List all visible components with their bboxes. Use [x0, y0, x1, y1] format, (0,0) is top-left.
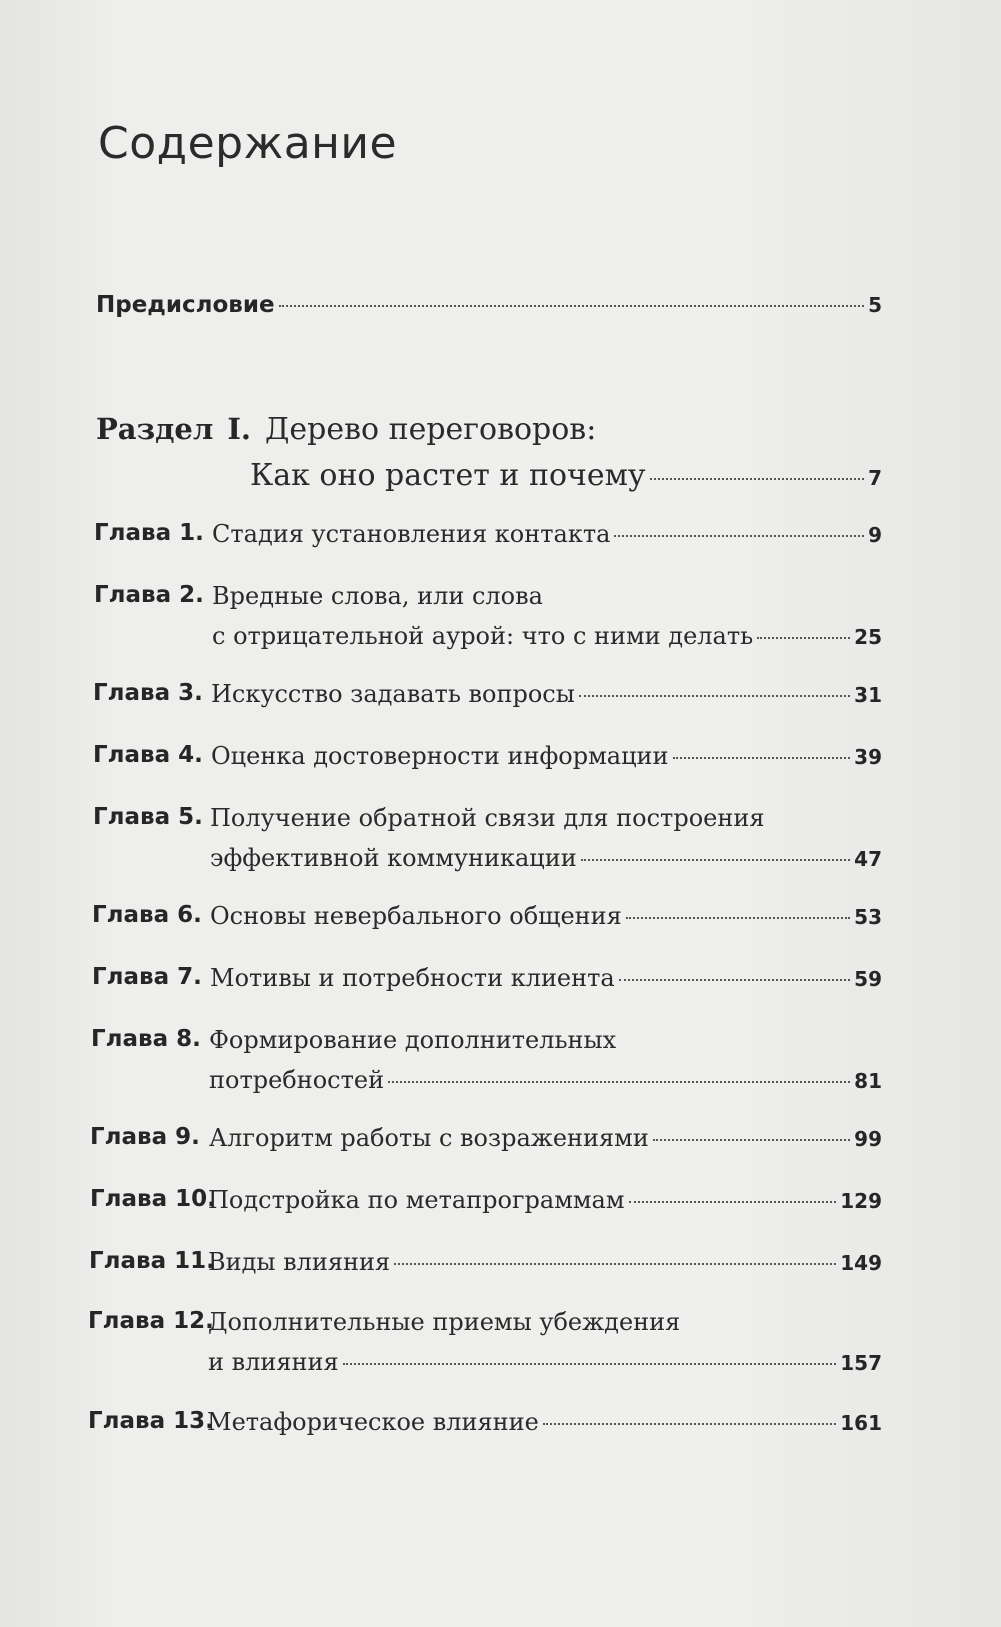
chapter-title-line: Виды влияния	[208, 1248, 391, 1276]
page-number: 9	[868, 523, 882, 547]
page-title: Содержание	[98, 118, 398, 169]
dot-leader	[343, 1363, 837, 1365]
dot-leader	[673, 757, 851, 759]
dot-leader	[279, 305, 865, 307]
chapter-title-line: Мотивы и потребности клиента	[210, 964, 615, 992]
page-number: 99	[854, 1127, 882, 1151]
chapter-title-line: Подстройка по метапрограммам	[208, 1186, 625, 1214]
chapter-title-line: Формирование дополнительных	[209, 1026, 617, 1054]
dot-leader	[581, 859, 850, 861]
preface-label: Предисловие	[96, 292, 275, 318]
dot-leader	[650, 478, 864, 480]
chapter-title-line: с отрицательной аурой: что с ними делать	[212, 622, 754, 650]
chapter-label: Глава 13.	[88, 1408, 214, 1434]
page-number: 5	[868, 293, 882, 317]
toc-entry-preface[interactable]	[96, 292, 882, 318]
chapter-label: Глава 12.	[88, 1308, 214, 1334]
dot-leader	[626, 917, 850, 919]
page-number: 161	[840, 1411, 882, 1435]
chapter-label: Глава 3.	[93, 680, 203, 706]
section-title-line-1: Дерево переговоров:	[265, 412, 597, 447]
chapter-label: Глава 1.	[94, 520, 204, 546]
page-number: 53	[854, 905, 882, 929]
section-title-line-2: Как оно растет и почему	[250, 458, 646, 493]
chapter-title-line: Основы невербального общения	[210, 902, 622, 930]
section-number: I.	[227, 412, 252, 446]
section-heading-line-1	[96, 412, 596, 447]
chapter-title-line: потребностей	[209, 1066, 385, 1094]
page-number: 25	[854, 625, 882, 649]
chapter-title-line: Алгоритм работы с возражениями	[209, 1124, 649, 1152]
dot-leader	[614, 535, 864, 537]
dot-leader	[388, 1081, 850, 1083]
dot-leader	[757, 637, 850, 639]
chapter-title-line: Метафорическое влияние	[207, 1408, 539, 1436]
chapter-label: Глава 9.	[90, 1124, 200, 1150]
page-number: 31	[854, 683, 882, 707]
chapter-label: Глава 4.	[93, 742, 203, 768]
section-label: Раздел	[96, 412, 214, 446]
page-number: 129	[840, 1189, 882, 1213]
chapter-label: Глава 10.	[90, 1186, 216, 1212]
chapter-label: Глава 5.	[93, 804, 203, 830]
page-number: 149	[840, 1251, 882, 1275]
page-number: 47	[854, 847, 882, 871]
dot-leader	[653, 1139, 850, 1141]
chapter-label: Глава 2.	[94, 582, 204, 608]
chapter-title-line: Стадия установления контакта	[212, 520, 611, 548]
chapter-title-line: Дополнительные приемы убеждения	[208, 1308, 681, 1336]
page-number: 157	[840, 1351, 882, 1375]
chapter-label: Глава 7.	[92, 964, 202, 990]
page-number: 39	[854, 745, 882, 769]
chapter-title-line: эффективной коммуникации	[210, 844, 577, 872]
dot-leader	[394, 1263, 836, 1265]
chapter-label: Глава 6.	[92, 902, 202, 928]
chapter-label: Глава 8.	[91, 1026, 201, 1052]
page-number: 7	[868, 466, 882, 490]
chapter-label: Глава 11.	[89, 1248, 215, 1274]
dot-leader	[579, 695, 850, 697]
chapter-title-line: Оценка достоверности информации	[211, 742, 669, 770]
chapter-title-line: Получение обратной связи для построения	[210, 804, 765, 832]
chapter-title-line: Вредные слова, или слова	[212, 582, 543, 610]
dot-leader	[619, 979, 850, 981]
section-heading-line-2	[250, 458, 882, 493]
dot-leader	[543, 1423, 836, 1425]
page-number: 81	[854, 1069, 882, 1093]
page-number: 59	[854, 967, 882, 991]
chapter-title-line: и влияния	[208, 1348, 339, 1376]
dot-leader	[629, 1201, 837, 1203]
chapter-title-line: Искусство задавать вопросы	[211, 680, 575, 708]
